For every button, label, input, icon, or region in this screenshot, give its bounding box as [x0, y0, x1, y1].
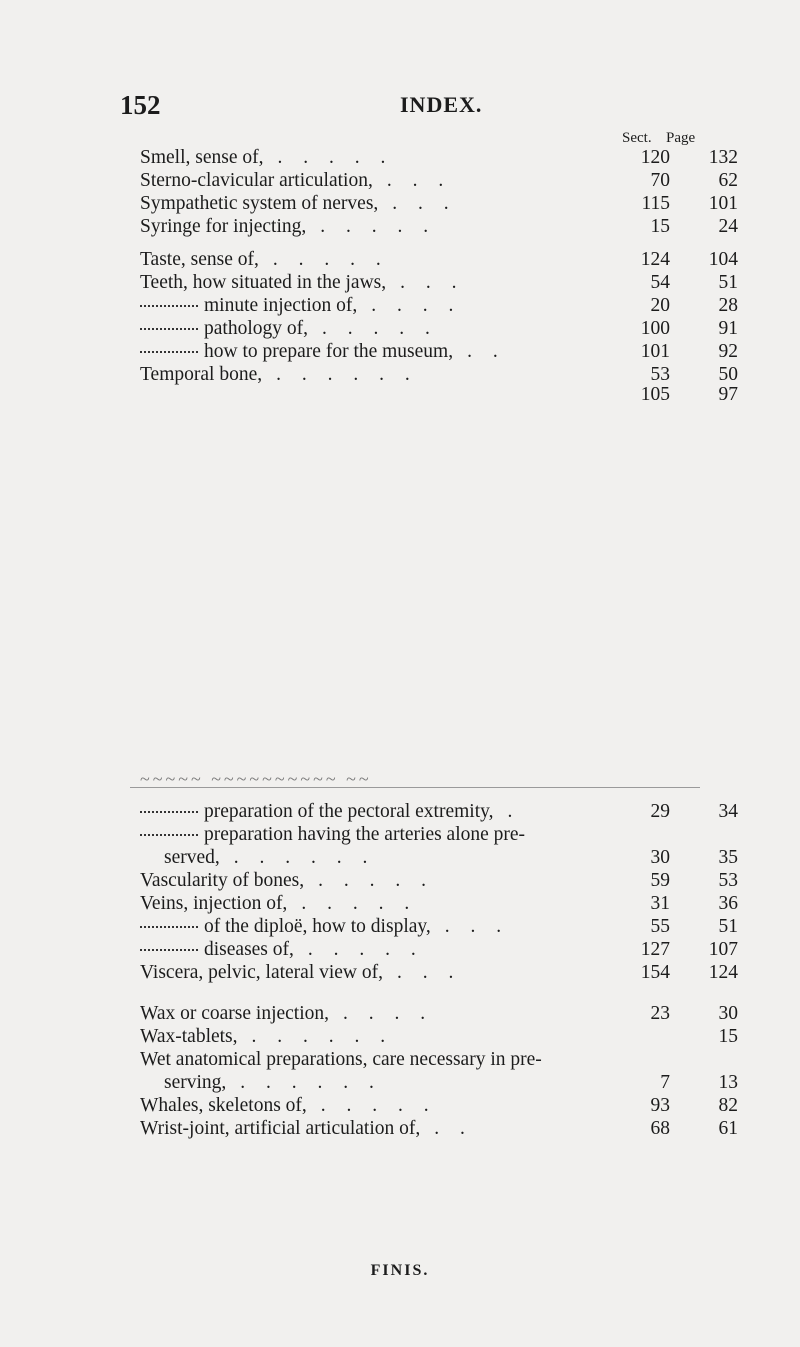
entry-page: 132 [708, 147, 738, 168]
index-entry [140, 1094, 780, 1118]
entry-term-text: Wet anatomical preparations, care necessary in pre- [140, 1049, 542, 1070]
entry-term-text: Sympathetic system of nerves, [140, 193, 379, 214]
index-entry [140, 938, 780, 962]
entry-sect: 70 [650, 170, 670, 191]
entry-term-text: minute injection of, [204, 295, 358, 316]
entry-term [140, 248, 389, 272]
entry-term [164, 1071, 382, 1095]
index-entry [140, 215, 780, 239]
index-entry [140, 1002, 780, 1026]
column-heading-page: Page [666, 130, 696, 146]
entry-page: 62 [718, 170, 738, 191]
index-entry [140, 1071, 780, 1095]
entry-sect: 115 [641, 193, 670, 214]
entry-term-text: Wax-tablets, [140, 1026, 238, 1047]
entry-term-text: served, [164, 847, 220, 868]
entry-sect: 59 [650, 870, 670, 891]
entry-sect: 68 [650, 1118, 670, 1139]
leader-dots: . . . . . . [276, 364, 418, 385]
finis-mark: FINIS. [370, 1262, 430, 1279]
entry-term-text: Wrist-joint, artificial articulation of, [140, 1118, 421, 1139]
entry-sect: 20 [650, 295, 670, 316]
index-entry [140, 823, 780, 847]
leader-dots: . . . [400, 272, 465, 293]
entry-sect: 105 [640, 384, 670, 405]
entry-sect: 54 [650, 272, 670, 293]
entry-sect: 55 [650, 916, 670, 937]
entry-term [140, 1094, 437, 1118]
entry-page: 61 [718, 1118, 738, 1139]
entry-term-text: Smell, sense of, [140, 147, 264, 168]
index-entry [140, 915, 780, 939]
entry-page: 92 [718, 341, 738, 362]
entry-term [140, 1048, 556, 1072]
index-entry [140, 1025, 780, 1049]
entry-term-text: how to prepare for the museum, [204, 341, 454, 362]
entry-term [140, 383, 154, 407]
entry-term [140, 192, 457, 216]
entry-page: 50 [718, 364, 738, 385]
entry-term [140, 1025, 393, 1049]
entry-sect: 31 [650, 893, 670, 914]
entry-term [140, 800, 520, 824]
index-entry [140, 383, 780, 407]
entry-term [140, 938, 424, 962]
entry-term [164, 846, 375, 870]
entry-page: 104 [708, 249, 738, 270]
index-entry [140, 892, 780, 916]
entry-term [140, 869, 434, 893]
entry-term-text: preparation of the pectoral extremity, [204, 801, 494, 822]
leader-dots: . . . [392, 193, 457, 214]
leader-dots: . . . . . [320, 216, 437, 237]
leader-dots: . . . [386, 170, 452, 191]
leader-dots: . . . . . [272, 249, 389, 270]
entry-term [140, 215, 436, 239]
ditto-dash [140, 305, 198, 307]
entry-page: 15 [718, 1026, 738, 1047]
index-entry [140, 800, 780, 824]
leader-dots: . . . [444, 916, 510, 937]
entry-sect: 15 [650, 216, 670, 237]
index-entry [140, 1117, 780, 1141]
index-entry [140, 192, 780, 216]
entry-term [140, 961, 461, 985]
leader-dots: . . . . [343, 1003, 434, 1024]
entry-term [140, 1002, 433, 1026]
index-entry [140, 1048, 780, 1072]
entry-page: 34 [718, 801, 738, 822]
leader-dots: . . . [397, 962, 462, 983]
entry-term [140, 340, 506, 364]
entry-page: 124 [708, 962, 738, 983]
leader-dots: . . [467, 341, 506, 362]
entry-term [140, 1117, 473, 1141]
torn-page-fragment: ~~~~~ ~~~~~~~~~~ ~~ [140, 775, 372, 785]
entry-term [140, 146, 393, 170]
leader-dots: . . . . . [307, 939, 424, 960]
page-header [120, 90, 640, 126]
entry-sect: 127 [640, 939, 670, 960]
entry-sect: 120 [640, 147, 670, 168]
entry-page: 30 [718, 1003, 738, 1024]
leader-dots: . . . . . [318, 870, 434, 891]
entry-page: 97 [718, 384, 738, 405]
entry-page: 28 [718, 295, 738, 316]
leader-dots: . . . . . . [233, 847, 376, 868]
entry-term-text: Taste, sense of, [140, 249, 259, 270]
entry-term [140, 271, 465, 295]
index-entry [140, 846, 780, 870]
entry-page: 107 [708, 939, 738, 960]
page-number: 152 [120, 90, 161, 120]
entry-page: 36 [718, 893, 738, 914]
leader-dots: . . . . [371, 295, 462, 316]
entry-page: 53 [718, 870, 738, 891]
leader-dots: . . . . . [321, 318, 438, 339]
ditto-dash [140, 351, 198, 353]
entry-term-text: Teeth, how situated in the jaws, [140, 272, 387, 293]
ditto-dash [140, 949, 198, 951]
index-entry [140, 294, 780, 318]
entry-term [140, 317, 438, 341]
entry-term-text: pathology of, [204, 318, 308, 339]
entry-page: 24 [718, 216, 738, 237]
entry-term-text: Vascularity of bones, [140, 870, 305, 891]
column-heading-sect: Sect. [622, 130, 652, 146]
ditto-dash [140, 926, 198, 928]
ditto-dash [140, 834, 198, 836]
index-entry [140, 271, 780, 295]
entry-term [140, 294, 461, 318]
entry-page: 13 [718, 1072, 738, 1093]
entry-term [140, 915, 509, 939]
index-entry [140, 248, 780, 272]
index-entry [140, 169, 780, 193]
entry-sect: 124 [640, 249, 670, 270]
entry-term-text: Sterno-clavicular articulation, [140, 170, 373, 191]
leader-dots: . . . . . [277, 147, 394, 168]
running-head: INDEX. [400, 92, 483, 117]
index-entry [140, 961, 780, 985]
entry-term [140, 892, 417, 916]
entry-page: 82 [718, 1095, 738, 1116]
entry-term-text: Veins, injection of, [140, 893, 288, 914]
entry-sect: 23 [650, 1003, 670, 1024]
entry-page: 51 [718, 272, 738, 293]
entry-sect: 53 [650, 364, 670, 385]
entry-term-text: diseases of, [204, 939, 294, 960]
entry-term-text: Temporal bone, [140, 364, 263, 385]
entry-sect: 7 [660, 1072, 670, 1093]
entry-page: 51 [718, 916, 738, 937]
index-entry [140, 317, 780, 341]
entry-sect: 29 [650, 801, 670, 822]
entry-sect: 101 [640, 341, 670, 362]
ditto-dash [140, 811, 198, 813]
entry-term-text: Viscera, pelvic, lateral view of, [140, 962, 384, 983]
entry-sect: 154 [640, 962, 670, 983]
entry-page: 91 [718, 318, 738, 339]
leader-dots: . . . . . [320, 1095, 437, 1116]
ditto-dash [140, 328, 198, 330]
entry-term-text: preparation having the arteries alone pre- [204, 824, 526, 845]
entry-page: 101 [708, 193, 738, 214]
leader-dots: . . . . . [301, 893, 418, 914]
index-entry [140, 340, 780, 364]
entry-term [140, 823, 539, 847]
leader-dots: . . . . . . [251, 1026, 394, 1047]
entry-term-text: serving, [164, 1072, 227, 1093]
entry-sect: 100 [640, 318, 670, 339]
entry-sect: 93 [650, 1095, 670, 1116]
leader-dots: . . [434, 1118, 473, 1139]
entry-term [140, 169, 451, 193]
entry-sect: 30 [650, 847, 670, 868]
leader-dots: . . . . . . [240, 1072, 382, 1093]
entry-term-text: Whales, skeletons of, [140, 1095, 307, 1116]
index-entry [140, 146, 780, 170]
entry-page: 35 [718, 847, 738, 868]
entry-term-text: Wax or coarse injection, [140, 1003, 330, 1024]
entry-term-text: Syringe for injecting, [140, 216, 307, 237]
leader-dots: . [507, 801, 521, 822]
entry-term-text: of the diploë, how to display, [204, 916, 431, 937]
index-entry [140, 869, 780, 893]
page-tear-line [130, 787, 700, 788]
